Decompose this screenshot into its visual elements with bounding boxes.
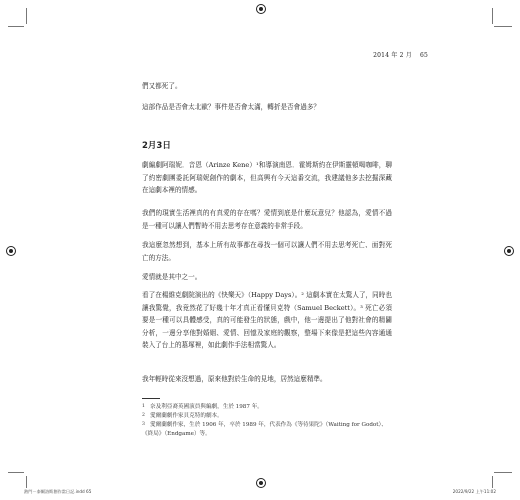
registration-mark-icon xyxy=(6,246,16,256)
slug-file-name: 熱門－泰爾洛斯創作當日記.indd 65 xyxy=(24,489,92,494)
paragraph: 我這麼忽然想到，基本上所有故事都在尋找一個可以讓人們不用去思考死亡、面對死亡的方法。 xyxy=(142,241,392,262)
footnote-number: 3 xyxy=(142,422,145,427)
footnote-text: 愛爾蘭劇作家，生於 1906 年，卒於 1989 年，代表作為《等待果陀》（Waiting for Godot）、《終局》（Endgame）等。 xyxy=(142,422,387,437)
section-heading: 2月3日 xyxy=(142,141,171,151)
running-header xyxy=(373,50,428,59)
slug-timestamp: 2022/9/22 上午11:02 xyxy=(452,489,496,494)
crop-mark xyxy=(8,26,24,27)
paragraph: 劇編劇阿瑞妮．音恩（Arinze Kene）¹和導演南恩．霍姆斯約在伊斯靈頓喝咖啡，聊了約密劇團委託阿瑞妮創作的劇本，但高興有今天這番交流，我建議他多去挖掘深藏在這劇本裡的情感。 xyxy=(142,161,392,195)
body-line: 們又都死了。 xyxy=(142,82,182,90)
crop-mark xyxy=(494,472,512,473)
paragraph: 我們的現實生活裡真的有真愛的存在嗎？愛情到底是什麼玩意兒？他認為，愛情不過是一種可以讓人們暫時不用去思考存在意義的非常手段。 xyxy=(142,209,392,230)
registration-mark-icon xyxy=(256,478,266,488)
body-line: 這部作品是否會太北歐？事件是否會太滿，轉折是否會過多？ xyxy=(142,103,321,111)
footnote-number: 2 xyxy=(142,413,145,418)
paragraph: 我年輕時從來沒想過，原來他對於生命的見地，居然這麼精準。 xyxy=(142,375,327,383)
footnote-rule xyxy=(142,398,160,399)
footnote xyxy=(142,412,392,421)
paragraph: 看了在楊維克劇院演出的《快樂天》（Happy Days）。² 這劇本實在太驚人了，同時也讓我驚覺，我竟然花了好幾十年才真正看懂貝克特（Samuel Beckett）。³ 死亡必須要是一種可以具體感受，真的可能發生的狀態，戲中，他一邊提出了他對社會的精闢分析，一邊分享他對婚姻、愛情、回憶及家庭的觀察，整場下來像是把這些內容通通裝入了台上的墓塚裡，如此劇作手法相當驚人。 xyxy=(142,291,392,350)
crop-mark xyxy=(8,472,24,473)
crop-mark xyxy=(492,476,493,488)
page-number: 65 xyxy=(419,52,428,59)
registration-mark-icon xyxy=(504,246,514,256)
crop-mark xyxy=(26,476,27,488)
paragraph: 愛情就是其中之一。 xyxy=(142,273,202,281)
footnote-number: 1 xyxy=(142,404,145,409)
footnote-text: 奈及利亞裔英國演員與編劇，生於 1987 年。 xyxy=(150,404,263,410)
footnote xyxy=(142,403,392,412)
crop-mark xyxy=(26,8,27,24)
footnote-text: 愛爾蘭劇作家貝克特的劇本。 xyxy=(150,413,223,419)
running-head-date: 2014 年 2 月 xyxy=(373,52,412,59)
crop-mark xyxy=(492,8,493,24)
registration-mark-icon xyxy=(256,4,266,14)
footnote xyxy=(142,421,392,438)
crop-mark xyxy=(494,26,512,27)
